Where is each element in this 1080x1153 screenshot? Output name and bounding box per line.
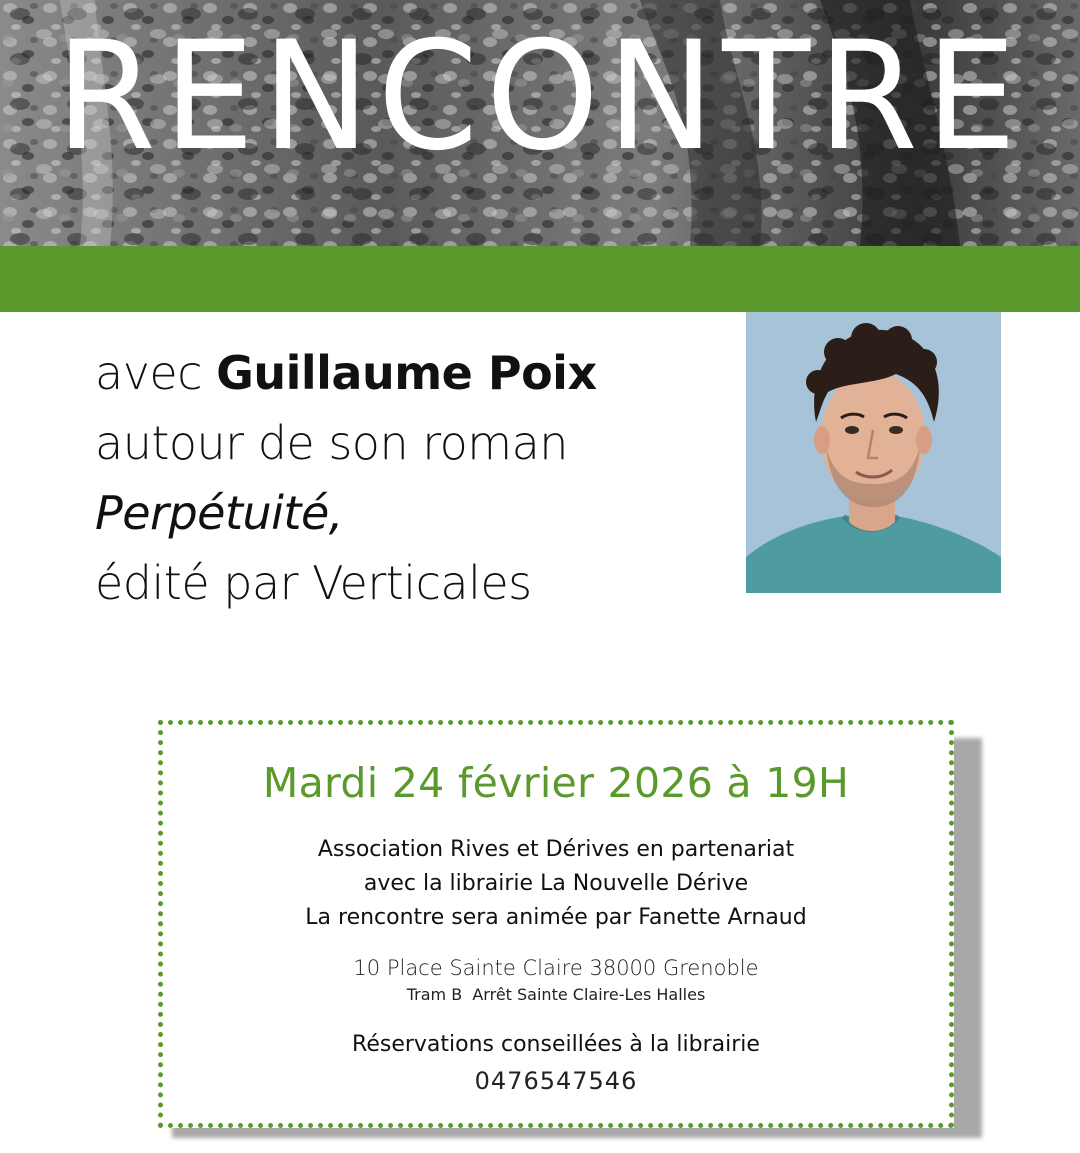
organizer-line: La rencontre sera animée par Fanette Arnaud (305, 905, 807, 930)
organizer-block (163, 833, 949, 935)
transport-info: Tram B Arrêt Sainte Claire-Les Halles (406, 985, 706, 1004)
venue-address: 10 Place Sainte Claire 38000 Grenoble (353, 956, 759, 980)
green-accent-band (0, 246, 1080, 312)
book-title: Perpétuité, (95, 486, 343, 540)
intro-author-line (95, 338, 715, 408)
author-portrait (746, 312, 1001, 593)
reservation-note: Réservations conseillées à la librairie (352, 1032, 760, 1057)
intro-prefix: avec (95, 346, 217, 400)
reservation-block (163, 1027, 949, 1099)
address-block (163, 953, 949, 1007)
event-info-box (158, 720, 954, 1128)
page-title: RENCONTRE (55, 10, 1025, 184)
organizer-line: avec la librairie La Nouvelle Dérive (363, 871, 749, 896)
author-portrait-image (746, 312, 1001, 593)
phone-number: 0476547546 (474, 1067, 638, 1095)
organizer-line: Association Rives et Dérives en partenariat (317, 837, 795, 862)
intro-line-2: autour de son roman (95, 416, 568, 470)
event-date: Mardi 24 février 2026 à 19H (262, 759, 850, 807)
publisher-line: édité par Verticales (95, 556, 532, 610)
header-forest-photo (0, 0, 1080, 246)
author-name: Guillaume Poix (216, 346, 597, 400)
intro-text (95, 338, 715, 618)
